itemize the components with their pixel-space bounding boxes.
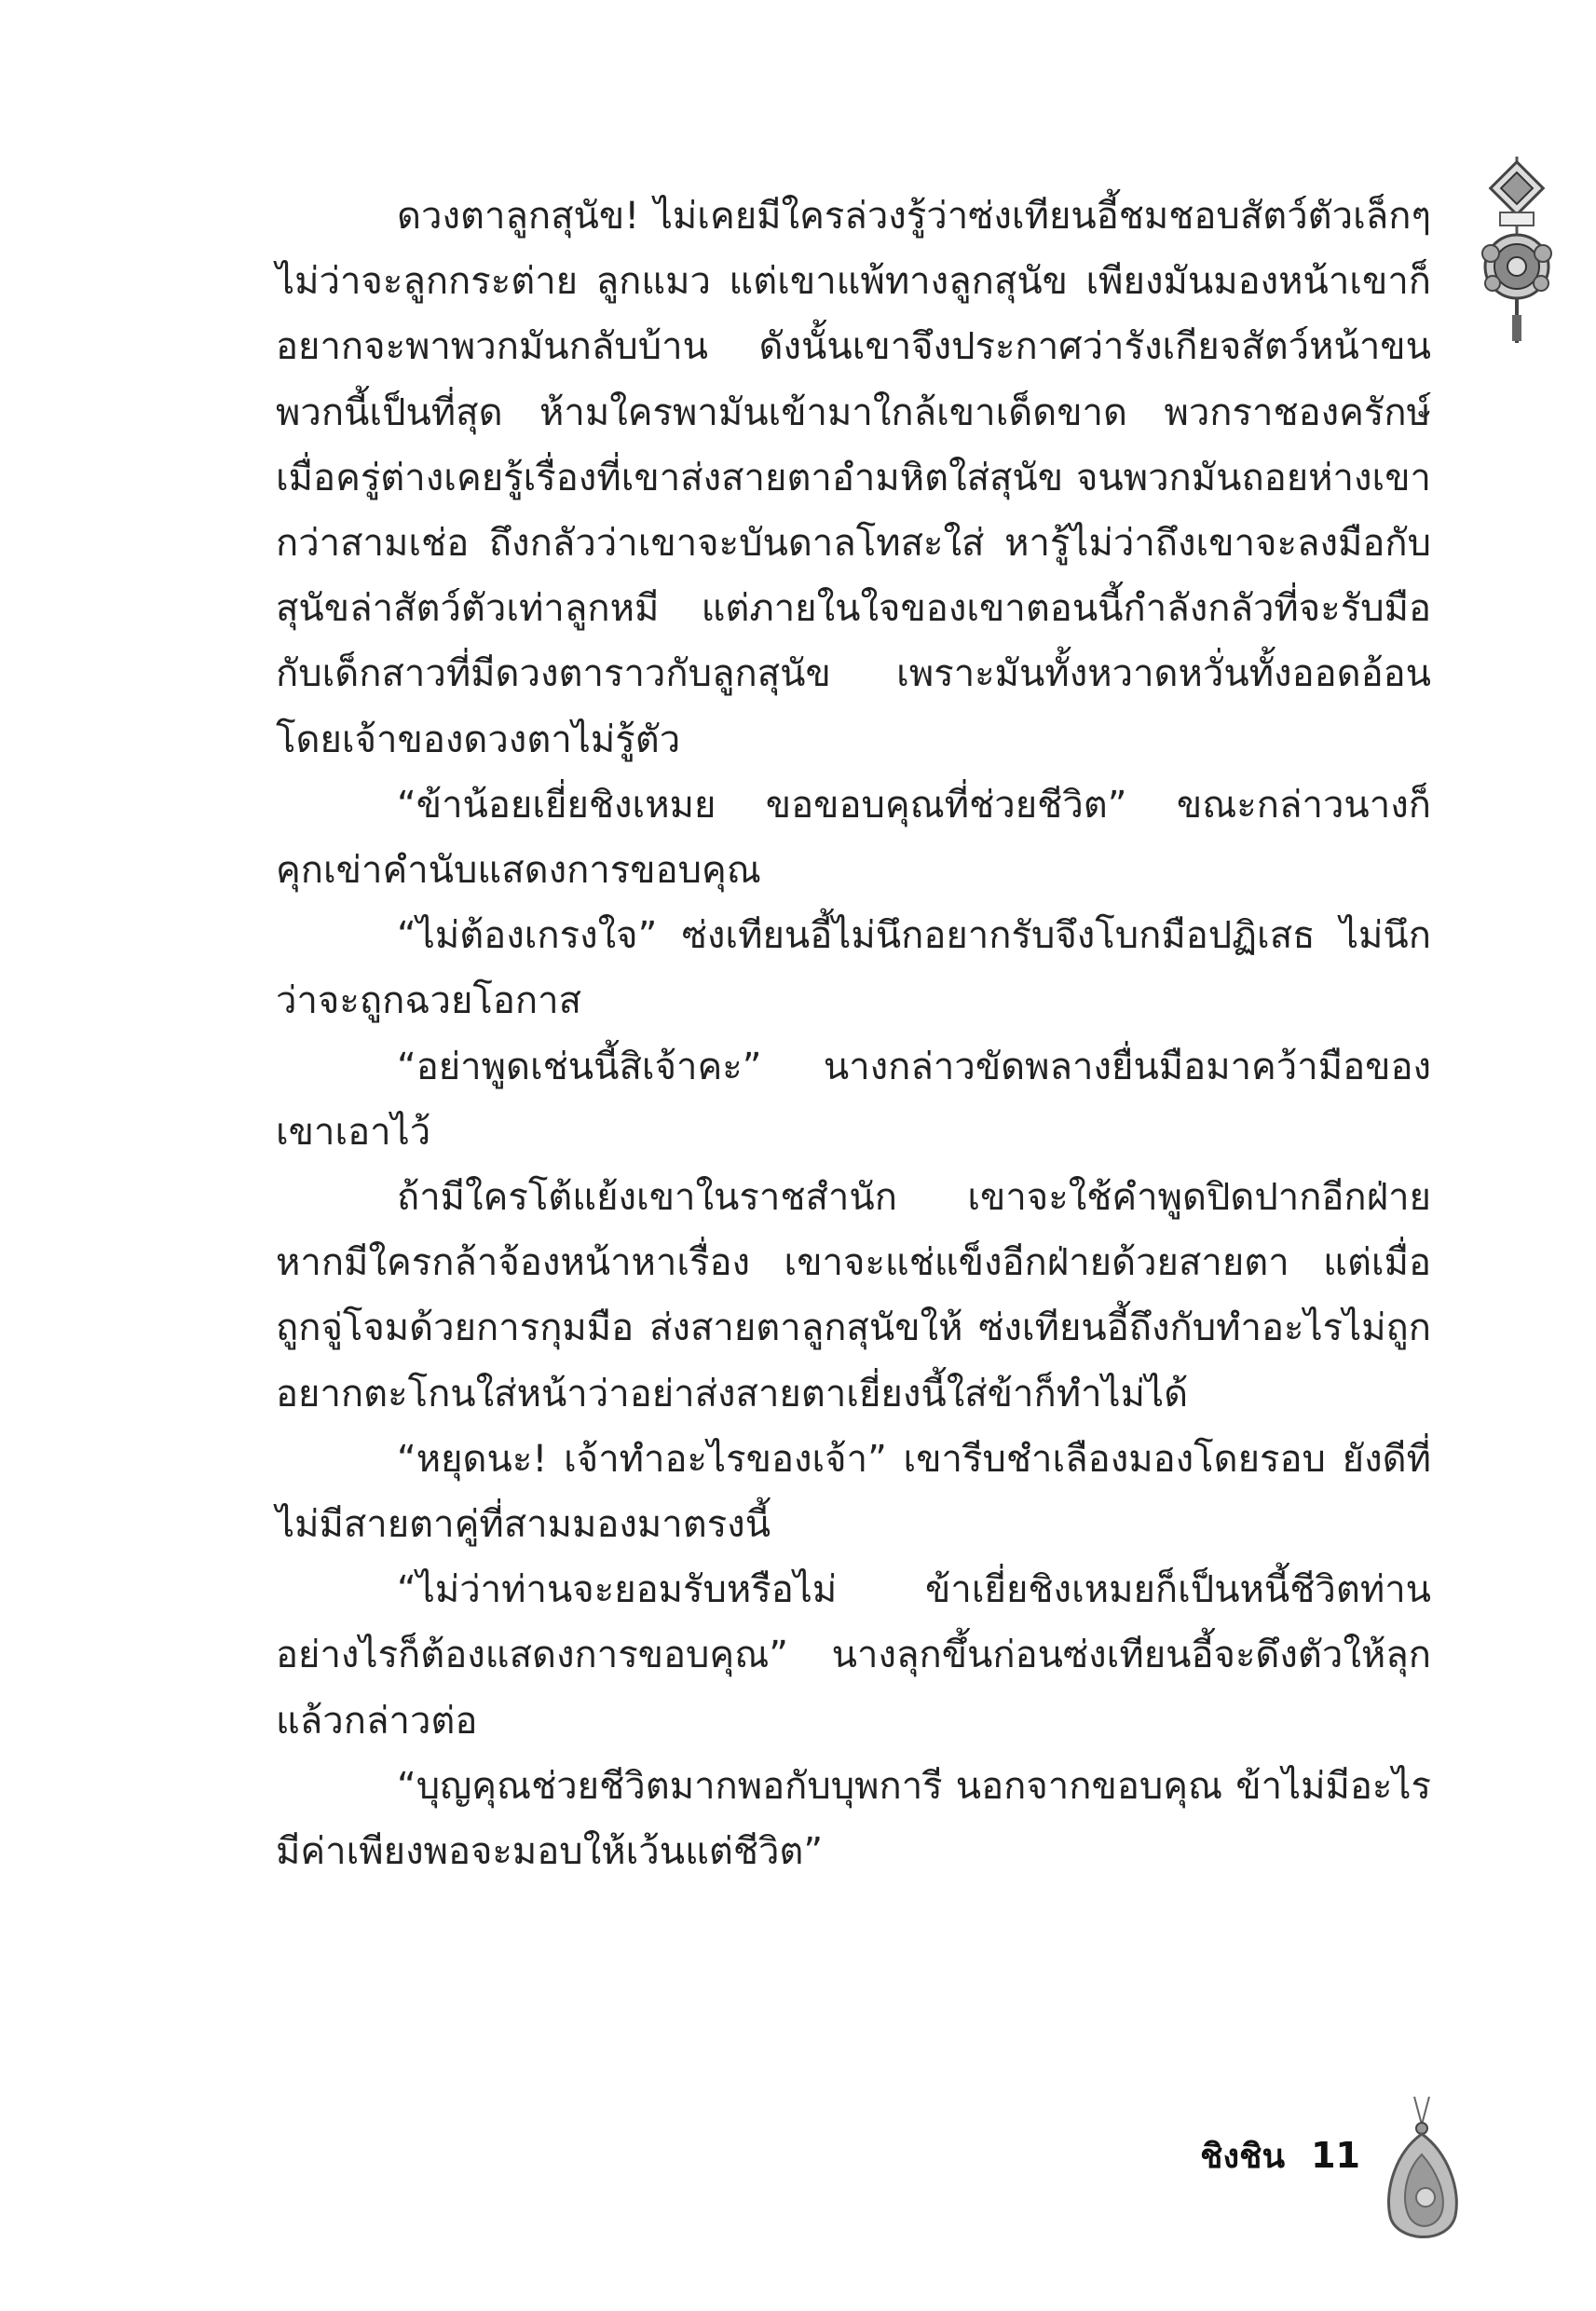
paragraph-2: “ข้าน้อยเยี่ยชิงเหมย ขอขอบคุณที่ช่วยชีวิต” ขณะกล่าวนางก็คุกเข่าคำนับแสดงการขอบคุณ (276, 783, 1431, 893)
paragraph-5: ถ้ามีใครโต้แย้งเขาในราชสำนัก เขาจะใช้คำพูดปิดปากอีกฝ่าย หากมีใครกล้าจ้องหน้าหาเรื่อง เขาจะแช่แข็งอีกฝ่ายด้วยสายตา แต่เมื่อถูกจู่โจมด้วยการกุมมือ ส่งสายตาลูกสุนัขให้ ซ่งเทียนอี้ถึงกับทำอะไรไม่ถูก อยากตะโกนใส่หน้าว่าอย่าส่งสายตาเยี่ยงนี้ใส่ข้าก็ทำไม่ได้ (276, 1176, 1431, 1415)
hanging-lantern-ornament-icon (1472, 157, 1562, 352)
book-title: ชิงชิน (1200, 2136, 1286, 2176)
paragraph-4: “อย่าพูดเช่นนี้สิเจ้าคะ” นางกล่าวขัดพลางยื่นมือมาคว้ามือของเขาเอาไว้ (276, 1045, 1431, 1154)
paragraph-1: ดวงตาลูกสุนัข! ไม่เคยมีใครล่วงรู้ว่าซ่งเทียนอี้ชมชอบสัตว์ตัวเล็กๆ ไม่ว่าจะลูกกระต่าย ลูกแมว แต่เขาแพ้ทางลูกสุนัข เพียงมันมองหน้าเขาก็อยากจะพาพวกมันกลับบ้าน ดังนั้นเขาจึงประกาศว่ารังเกียจสัตว์หน้าขนพวกนี้เป็นที่สุด ห้ามใครพามันเข้ามาใกล้เขาเด็ดขาด พวกราชองครักษ์เมื่อครู่ต่างเคยรู้เรื่องที่เขาส่งสายตาอำมหิตใส่สุนัข จนพวกมันถอยห่างเขากว่าสามเช่อ ถึงกลัวว่าเขาจะบันดาลโทสะใส่ หารู้ไม่ว่าถึงเขาจะลงมือกับสุนัขล่าสัตว์ตัวเท่าลูกหมี แต่ภายในใจของเขาตอนนี้กำลังกลัวที่จะรับมือกับเด็กสาวที่มีดวงตาราวกับลูกสุนัข เพราะมันทั้งหวาดหวั่นทั้งออดอ้อนโดยเจ้าของดวงตาไม่รู้ตัว (276, 195, 1431, 761)
paragraph-6: “หยุดนะ! เจ้าทำอะไรของเจ้า” เขารีบชำเลืองมองโดยรอบ ยังดีที่ไม่มีสายตาคู่ที่สามมองมาตรงนี้ (276, 1437, 1431, 1547)
paragraph-3: “ไม่ต้องเกรงใจ” ซ่งเทียนอี้ไม่นึกอยากรับจึงโบกมือปฏิเสธ ไม่นึกว่าจะถูกฉวยโอกาส (276, 914, 1431, 1023)
jade-pendant-icon (1377, 2097, 1466, 2255)
page-footer (1146, 2123, 1360, 2188)
paragraph-8: “บุญคุณช่วยชีวิตมากพอกับบุพการี นอกจากขอบคุณ ข้าไม่มีอะไรมีค่าเพียงพอจะมอบให้เว้นแต่ชีวิต” (276, 1764, 1431, 1874)
paragraph-7: “ไม่ว่าท่านจะยอมรับหรือไม่ ข้าเยี่ยชิงเหมยก็เป็นหนี้ชีวิตท่าน อย่างไรก็ต้องแสดงการขอบคุณ” นางลุกขึ้นก่อนซ่งเทียนอี้จะดึงตัวให้ลุกแล้วกล่าวต่อ (276, 1568, 1431, 1743)
page-number: 11 (1311, 2135, 1360, 2176)
body-text (276, 184, 1431, 1884)
